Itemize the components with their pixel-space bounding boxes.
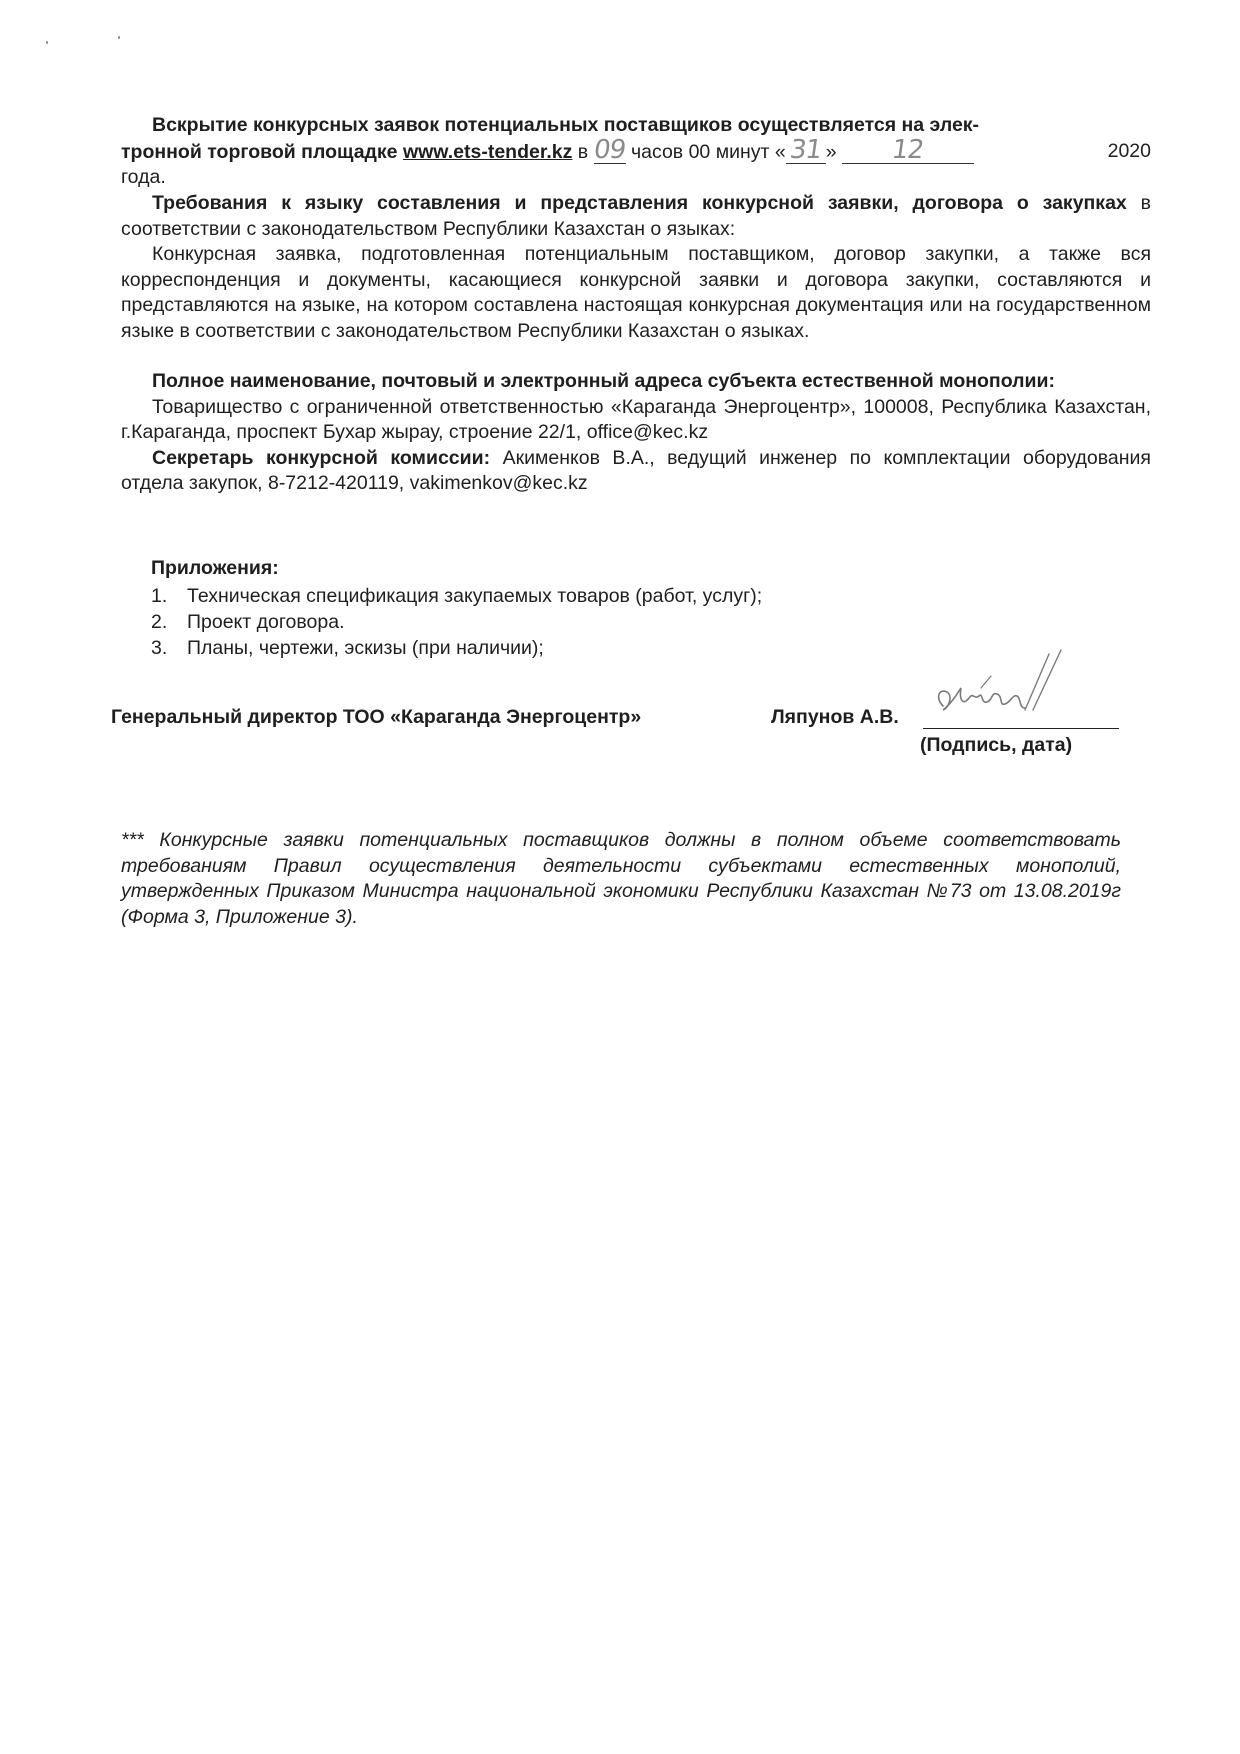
opening-line-1: Вскрытие конкурсных заявок потенциальных поставщиков осуществляется на элек- <box>152 114 980 136</box>
annexes-section <box>151 555 762 661</box>
hour-handwritten: 09 <box>591 134 628 165</box>
day-handwritten: 31 <box>788 134 824 165</box>
footnote: *** Конкурсные заявки потенциальных поставщиков должны в полном объеме соответствовать требованиям Правил осуществления деятельности субъектами естественных монополий, утвержденных Приказом Министра национальной экономики Республики Казахстан №73 от 13.08.2019г (Форма 3, Приложение 3). <box>121 829 1121 928</box>
signatory-role: Генеральный директор ТОО «Караганда Энергоцентр» <box>111 706 642 728</box>
list-item: 1. Техническая спецификация закупаемых товаров (работ, услуг); <box>151 585 763 607</box>
language-requirements <box>121 191 1151 344</box>
opening-paragraph <box>121 113 1151 191</box>
hours-text: часов 00 минут « <box>630 140 786 163</box>
language-heading: Требования к языку составления и представления конкурсной заявки, договора о закупках <box>152 192 1127 214</box>
scan-speck <box>118 36 120 39</box>
signatory-name: Ляпунов А.В. <box>771 706 899 728</box>
year: 2020 <box>1107 139 1151 162</box>
scan-speck <box>46 41 48 44</box>
list-item: 3. Планы, чертежи, эскизы (при наличии); <box>151 637 544 659</box>
annexes-title: Приложения: <box>151 557 279 579</box>
list-item: 2. Проект договора. <box>151 611 345 633</box>
signature-block <box>111 706 1111 766</box>
secretary-label: Секретарь конкурсной комиссии: <box>152 446 491 469</box>
entity-heading: Полное наименование, почтовый и электронный адреса субъекта естественной монополии: <box>152 370 1055 392</box>
word-v: в <box>577 140 589 163</box>
year-word: года. <box>121 166 166 188</box>
secretary-body: Акименков В.А., ведущий инженер по комплектации оборудования отдела закупок, 8-7212-420119, vakimenkov@kec.kz <box>121 446 1151 494</box>
quote-close: » <box>825 140 837 163</box>
language-heading-rest: в соответствии с законодательством Республики Казахстан о языках: <box>121 192 1151 240</box>
month-blank <box>842 134 974 165</box>
annexes-list <box>151 583 762 661</box>
entity-section <box>121 369 1151 497</box>
opening-platform-label: тронной торговой площадке <box>121 140 398 163</box>
tender-site-link[interactable]: www.ets-tender.kz <box>402 140 573 163</box>
signature-caption: (Подпись, дата) <box>920 734 1073 756</box>
hour-blank <box>591 134 628 165</box>
language-body: Конкурсная заявка, подготовленная потенциальным поставщиком, договор закупки, а также вся корреспонденция и документы, касающиеся конкурсной заявки и договора закупки, составляются и представляются на языке, на котором составлена настоящая конкурсная документация или на государственном языке в соответствии с законодательством Республики Казахстан о языках. <box>121 243 1151 342</box>
entity-body: Товарищество с ограниченной ответственностью «Караганда Энергоцентр», 100008, Республика Казахстан, г.Караганда, проспект Бухар жырау, строение 22/1, office@kec.kz <box>121 395 1151 443</box>
day-blank <box>786 134 826 165</box>
handwritten-signature <box>921 648 1071 738</box>
month-handwritten: 12 <box>890 134 926 165</box>
